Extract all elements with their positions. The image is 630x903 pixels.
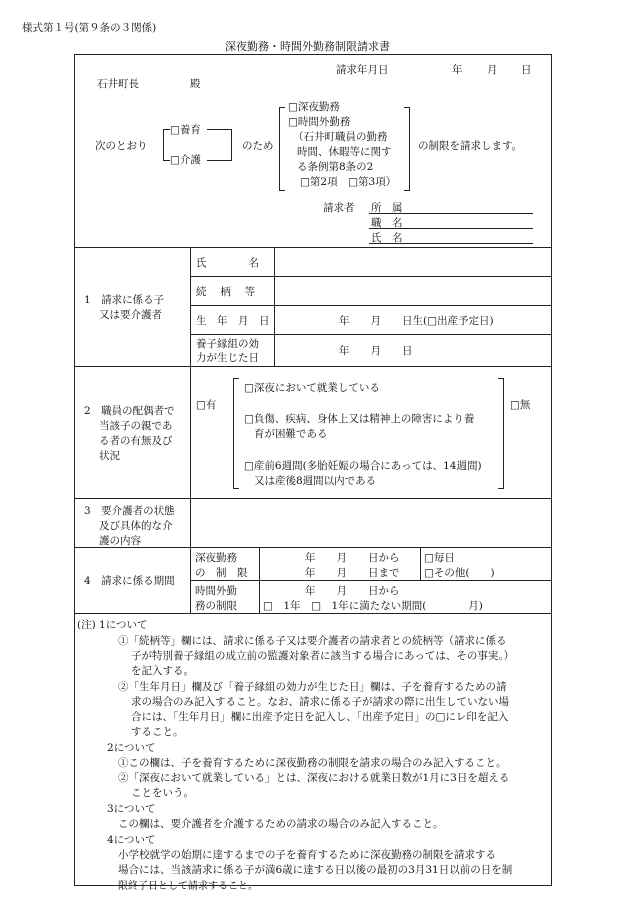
name-label: 氏 名	[371, 232, 403, 244]
night-limit-label: の 制 限	[195, 567, 248, 579]
divider	[74, 247, 552, 248]
sec4-label: 4 請求に係る期間	[84, 575, 175, 587]
option-night-work[interactable]: □深夜勤務	[288, 101, 340, 113]
request-date-label: 請求年月日	[336, 64, 389, 76]
sec1-label: 1 請求に係る子	[84, 294, 165, 306]
bracket-right	[404, 107, 410, 191]
night-limit-label: 深夜勤務	[195, 552, 237, 564]
bracket-right	[498, 378, 504, 489]
overtime-period-from[interactable]: 年 月 日から	[305, 585, 400, 597]
spouse-condition-option[interactable]: □負傷、疾病、身体上又は精神上の障害により養	[244, 413, 475, 425]
divider	[190, 334, 552, 335]
note-text: この欄は、要介護者を介護するための請求の場合のみ記入すること。	[118, 818, 444, 830]
bracket-left	[163, 129, 170, 161]
adopt-row-label: 力が生じた日	[196, 352, 259, 364]
spouse-condition-option[interactable]: □産前6週間(多胎妊娠の場合にあっては、14週間)	[244, 460, 482, 472]
note-text: すること。	[131, 726, 184, 738]
other-option[interactable]: □その他( )	[424, 567, 495, 579]
divider	[190, 580, 552, 581]
request-tail: の制限を請求します。	[418, 140, 523, 152]
relation-row-label: 続 柄 等	[196, 286, 256, 298]
note-text: を記入する。	[131, 665, 194, 677]
note-text: ことをいう。	[131, 787, 194, 799]
ordinance-text: （石井町職員の勤務	[293, 131, 388, 143]
notes-heading: (注) 1について	[77, 619, 148, 631]
job-label: 職 名	[371, 217, 403, 229]
option-nursing[interactable]: □介護	[170, 154, 201, 166]
note-text: 求の場合のみ記入すること。なお、請求に係る子が請求の際に出生していない場	[131, 696, 509, 708]
spouse-condition-text: 育が困難である	[254, 428, 328, 440]
spouse-yes-option[interactable]: □有	[196, 399, 217, 411]
spouse-condition-option[interactable]: □深夜において就業している	[244, 382, 380, 394]
for-text: のため	[242, 140, 274, 152]
note-text: ①この欄は、子を養育するために深夜勤務の制限を請求の場合のみ記入すること。	[118, 757, 507, 769]
addressee: 石井町長	[97, 78, 139, 90]
note-text: ①「続柄等」欄には、請求に係る子又は要介護者の請求者との続柄等（請求に係る	[118, 635, 507, 647]
overtime-duration-options[interactable]: □ 1年 □ 1年に満たない期間( 月)	[263, 600, 483, 612]
overtime-limit-label: 務の制限	[195, 600, 237, 612]
overtime-limit-label: 時間外勤	[195, 585, 237, 597]
name-field[interactable]	[369, 243, 533, 244]
divider	[74, 498, 552, 499]
ordinance-paragraph-options[interactable]: □第2項 □第3項）	[300, 176, 397, 188]
sec3-label: 及び具体的な介	[99, 520, 173, 532]
sec1-label: 又は要介護者	[99, 309, 162, 321]
divider	[190, 247, 191, 613]
spouse-condition-text: 又は産後8週間以内である	[254, 475, 377, 487]
spouse-no-option[interactable]: □無	[510, 399, 531, 411]
date-day: 日	[521, 64, 532, 76]
night-period-to[interactable]: 年 月 日まで	[305, 567, 400, 579]
divider	[74, 613, 552, 614]
divider	[420, 547, 421, 580]
adopt-row-label: 養子縁組の効	[196, 338, 259, 350]
date-month: 月	[487, 64, 498, 76]
divider	[259, 547, 260, 613]
bracket-right	[207, 129, 232, 161]
note-heading: 2について	[107, 742, 156, 754]
form-title: 深夜勤務・時間外勤務制限請求書	[225, 40, 390, 53]
note-heading: 4について	[107, 834, 156, 846]
divider	[190, 305, 552, 306]
note-text: 合には、「生年月日」欄に出産予定日を記入し、「出産予定日」の□にレ印を記入	[131, 711, 509, 723]
birth-row-label: 生 年 月 日	[196, 315, 270, 327]
note-heading: 3について	[107, 803, 156, 815]
note-text: ②「深夜において就業している」とは、深夜における就業日数が1月に3日を超える	[118, 772, 510, 784]
sec2-label: 2 職員の配偶者で	[84, 405, 175, 417]
divider	[74, 366, 552, 367]
daily-option[interactable]: □毎日	[424, 552, 455, 564]
honorific: 殿	[190, 78, 201, 90]
bracket-left	[233, 378, 239, 489]
birth-date-value[interactable]: 年 月 日生(□出産予定日)	[339, 315, 494, 327]
sec2-label: る者の有無及び	[99, 435, 173, 447]
option-childcare[interactable]: □養育	[170, 124, 201, 136]
note-text: 子が特別養子縁組の成立前の監護対象者に該当する場合にあっては、その事実。）	[131, 650, 515, 662]
sec3-label: 護の内容	[99, 535, 141, 547]
night-period-from[interactable]: 年 月 日から	[305, 552, 400, 564]
requester-label: 請求者	[323, 202, 355, 214]
name-row-label: 氏 名	[196, 257, 259, 269]
note-text: 小学校就学の始期に達するまでの子を養育するために深夜勤務の制限を請求する	[118, 849, 496, 861]
form-number: 様式第１号(第９条の３関係)	[22, 22, 157, 34]
option-overtime[interactable]: □時間外勤務	[288, 116, 351, 128]
dept-label: 所 属	[371, 202, 403, 214]
ordinance-text: 時間、休暇等に関す	[297, 146, 392, 158]
divider	[190, 276, 552, 277]
date-year: 年	[452, 64, 463, 76]
ordinance-text: る条例第8条の2	[297, 161, 374, 173]
note-text: 限終了日として請求すること。	[118, 881, 258, 892]
bracket-left	[279, 107, 285, 191]
divider	[274, 247, 275, 366]
note-text: ②「生年月日」欄及び「養子縁組の効力が生じた日」欄は、子を養育するための請	[118, 681, 507, 693]
sec3-label: 3 要介護者の状態	[84, 505, 175, 517]
divider	[74, 547, 552, 548]
intro-text: 次のとおり	[95, 140, 148, 152]
job-field[interactable]	[369, 228, 533, 229]
note-text: 場合には、当該請求に係る子が満6歳に達する日以後の最初の3月31日以前の日を制	[118, 864, 513, 876]
sec2-label: 当該子の親であ	[99, 420, 173, 432]
adopt-date-value[interactable]: 年 月 日	[339, 345, 413, 357]
sec2-label: 状況	[99, 450, 120, 462]
dept-field[interactable]	[369, 213, 533, 214]
